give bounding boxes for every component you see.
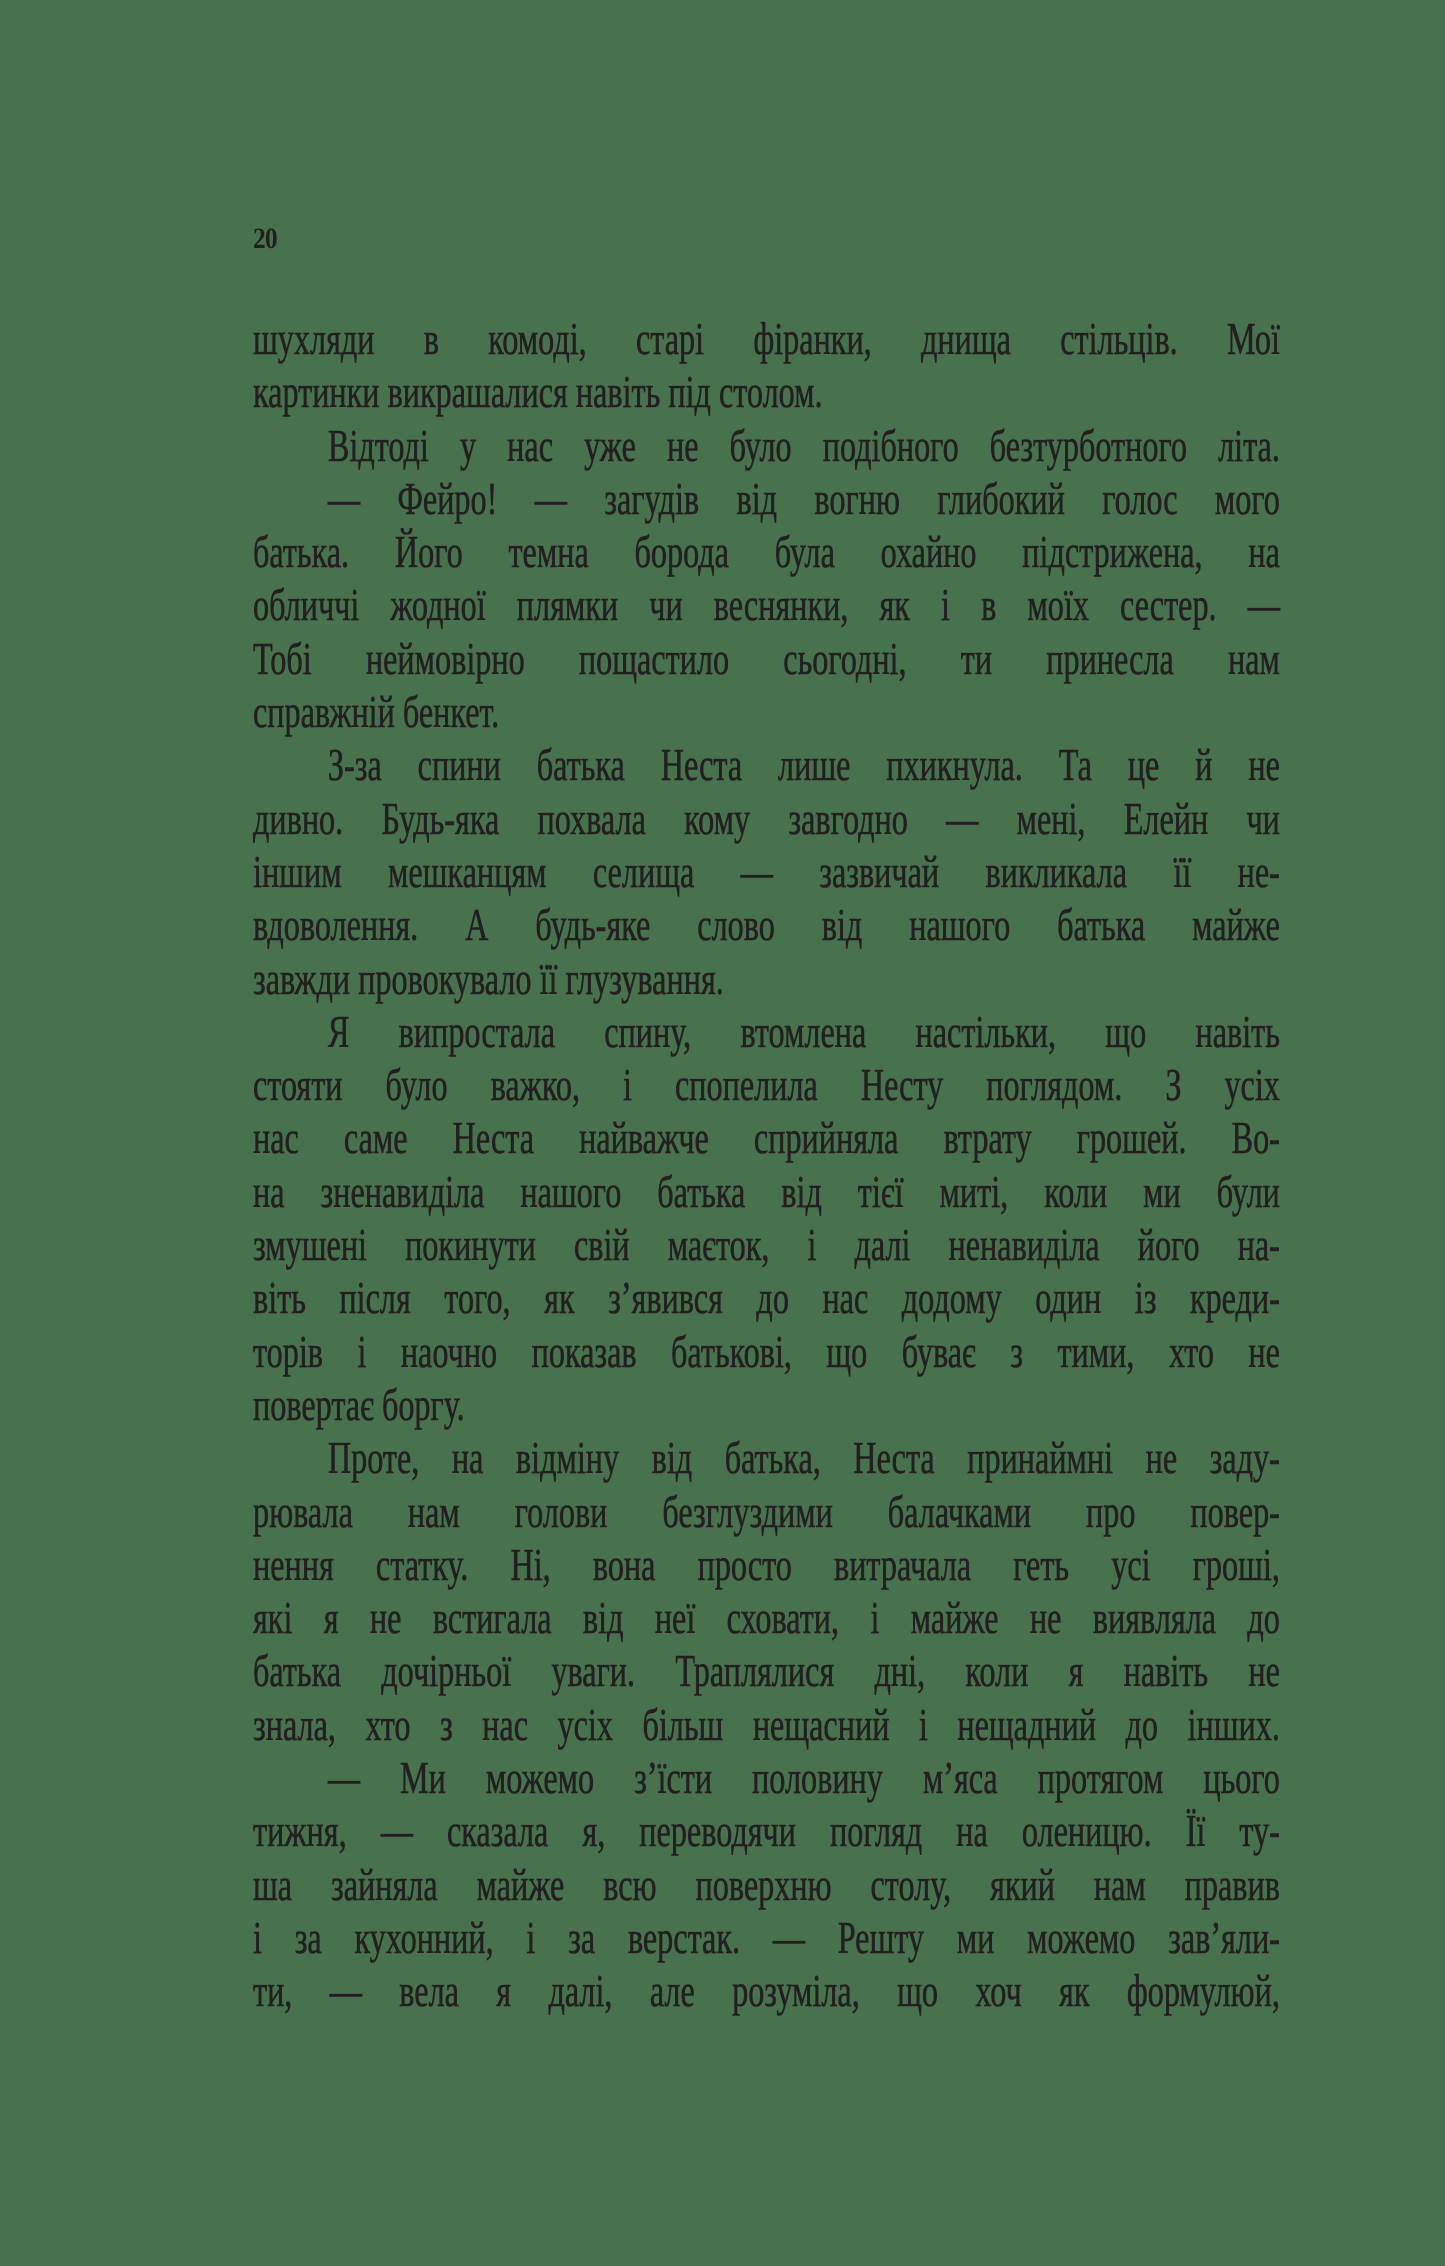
- text-line: іншим мешканцям селища — зазвичай викликала її не-: [253, 845, 1280, 897]
- text-line: вдоволення. А будь-яке слово від нашого батька майже: [253, 899, 1280, 951]
- text-line: справжній бенкет.: [253, 686, 500, 738]
- text-line: картинки викрашалися навіть під столом.: [253, 366, 823, 418]
- text-line: які я не встигала від неї сховати, і майже не виявляла до: [253, 1592, 1280, 1644]
- text-line: батька дочірньої уваги. Траплялися дні, коли я навіть не: [253, 1645, 1280, 1697]
- text-line: тижня, — сказала я, переводячи погляд на оленицю. Її ту-: [253, 1805, 1280, 1857]
- text-line: знала, хто з нас усіх більш нещасний і нещадний до інших.: [253, 1698, 1280, 1750]
- text-line: віть після того, як з’явився до нас додому один із креди-: [253, 1272, 1280, 1324]
- text-line: — Ми можемо з’їсти половину м’яса протягом цього: [327, 1752, 1280, 1804]
- text-line: і за кухонний, і за верстак. — Решту ми можемо зав’яли-: [253, 1911, 1280, 1963]
- text-line: шухляди в комоді, старі фіранки, днища стільців. Мої: [253, 313, 1280, 364]
- text-line: обличчі жодної плямки чи веснянки, як і в моїх сестер. —: [253, 579, 1280, 631]
- text-line: — Фейро! — загудів від вогню глибокий голос мого: [327, 472, 1280, 524]
- text-line: ти, — вела я далі, але розуміла, що хоч як формулюй,: [253, 1965, 1280, 2017]
- text-line: нення статку. Ні, вона просто витрачала геть усі гроші,: [253, 1538, 1280, 1590]
- text-line: Тобі неймовірно пощастило сьогодні, ти принесла нам: [253, 632, 1280, 684]
- text-line: змушені покинути свій маєток, і далі ненавиділа його на-: [253, 1219, 1280, 1271]
- text-line: рювала нам голови безглуздими балачками про повер-: [253, 1485, 1280, 1537]
- text-line: Проте, на відміну від батька, Неста принаймні не заду-: [327, 1432, 1280, 1484]
- text-line: завжди провокувало її глузування.: [253, 952, 724, 1004]
- text-line: торів і наочно показав батькові, що буває з тими, хто не: [253, 1325, 1280, 1377]
- text-line: Відтоді у нас уже не було подібного безтурботного літа.: [327, 419, 1280, 471]
- text-line: дивно. Будь-яка похвала кому завгодно — мені, Елейн чи: [253, 792, 1280, 844]
- text-line: на зненавиділа нашого батька від тієї миті, коли ми були: [253, 1165, 1280, 1217]
- text-line: Я випростала спину, втомлена настільки, що навіть: [327, 1005, 1280, 1057]
- text-line: нас саме Неста найважче сприйняла втрату грошей. Во-: [253, 1112, 1280, 1164]
- text-line: батька. Його темна борода була охайно підстрижена, на: [253, 526, 1280, 578]
- page-number: 20: [253, 222, 277, 255]
- body-text: [253, 312, 1280, 2018]
- text-line: З-за спини батька Неста лише пхикнула. Та це й не: [327, 739, 1280, 791]
- text-line: повертає боргу.: [253, 1378, 465, 1430]
- text-line: ша зайняла майже всю поверхню столу, який нам правив: [253, 1858, 1280, 1910]
- text-line: стояти було важко, і спопелила Несту поглядом. З усіх: [253, 1059, 1280, 1111]
